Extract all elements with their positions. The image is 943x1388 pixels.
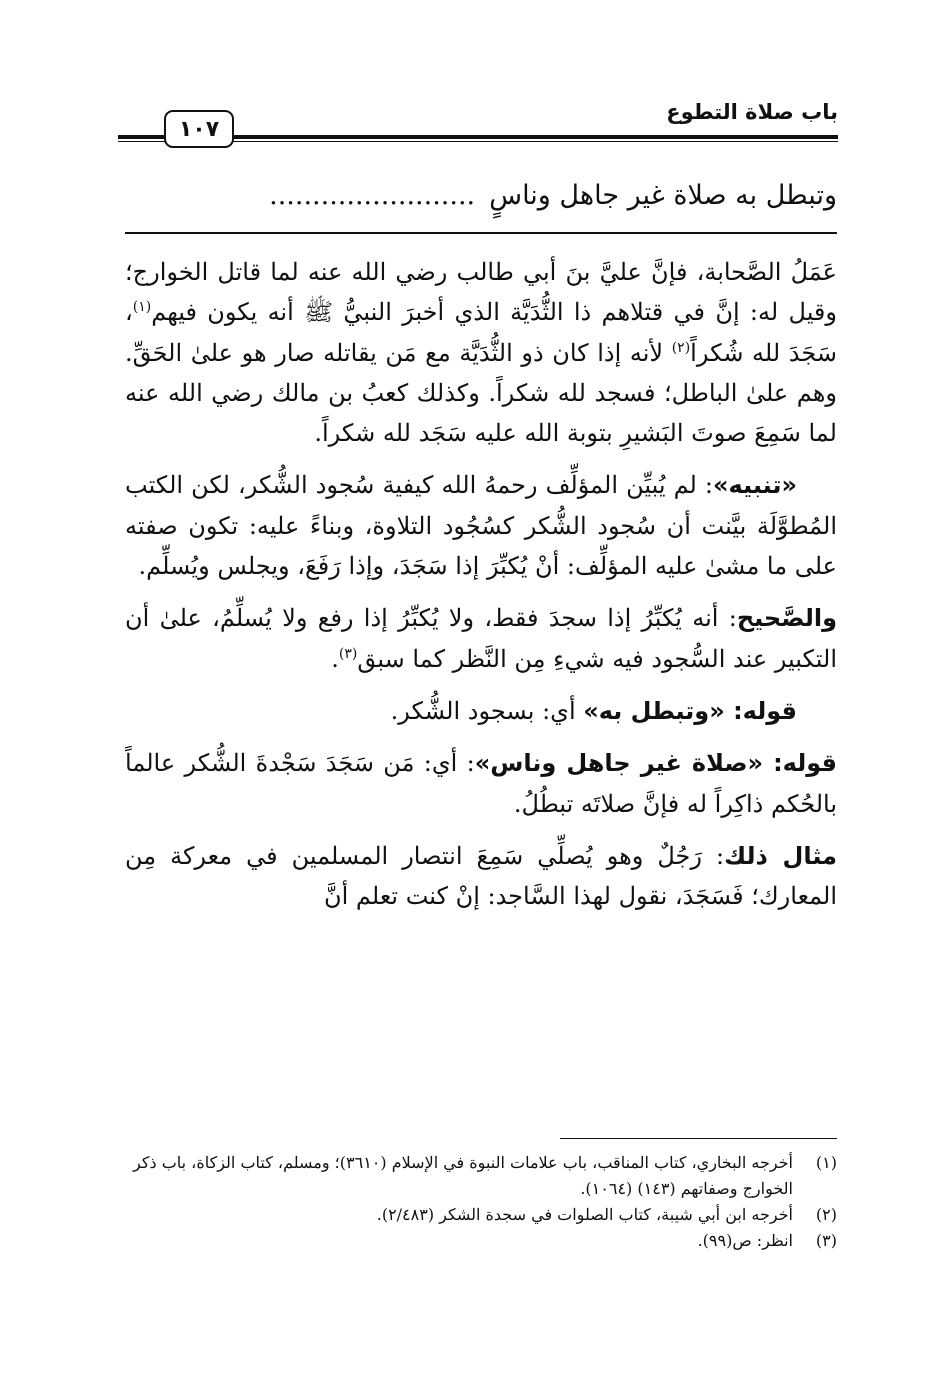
- p2-label: «تنبيه»: [713, 471, 797, 500]
- footnote-divider: [560, 1138, 837, 1139]
- footnote-2: [125, 1202, 837, 1228]
- running-header: [118, 98, 838, 158]
- page-number: ١٠٧: [164, 110, 234, 148]
- p6-label: مثال ذلك: [724, 841, 837, 870]
- p1-text-c: لأنه إذا كان ذو الثُّدَيَّة مع مَن يقاتله صار هو علىٰ الحَقِّ. وهم علىٰ الباطل؛ فسجد لله شكراً. وكذلك كعبُ بن مالك رضي الله عنه لما سَمِعَ صوتَ البَشيرِ بتوبة الله عليه سَجَد لله شكراً.: [125, 338, 837, 448]
- paragraph-2: [125, 465, 837, 586]
- footnote-number: (٢): [815, 1205, 837, 1224]
- matn-line: [107, 170, 837, 222]
- footnote-number: (١): [815, 1153, 837, 1172]
- p3-label: والصَّحيح: [736, 604, 838, 633]
- p6-text: : رَجُلٌ وهو يُصلِّي سَمِعَ انتصار المسلمين في معركة مِن المعارك؛ فَسَجَدَ، نقول لهذا السَّاجد: إنْ كنت تعلم أنَّ: [125, 841, 837, 911]
- footnotes: [125, 1150, 837, 1254]
- header-rule-left: [118, 135, 166, 142]
- footnote-3: [125, 1228, 837, 1254]
- p5-text: : أي: مَن سَجَدَ سَجْدةَ الشُّكر عالماً بالحُكم ذاكِراً له فإنَّ صلاتَه تبطُلُ.: [125, 749, 837, 818]
- chapter-title: باب صلاة التطوع: [666, 100, 838, 124]
- footnote-1: [125, 1150, 837, 1202]
- footnote-ref-1[interactable]: (١): [132, 299, 152, 316]
- matn-dots: ........................: [269, 180, 476, 211]
- p3-end: .: [331, 644, 339, 673]
- header-rule-right: [233, 135, 838, 142]
- p5-label: قوله:: [773, 749, 838, 778]
- matn-divider: [125, 232, 837, 234]
- paragraph-1: [125, 252, 837, 453]
- p4-label: قوله:: [733, 696, 797, 725]
- paragraph-6: [125, 836, 837, 917]
- footnote-ref-2[interactable]: (٢): [671, 339, 691, 356]
- p1-text-a: عَمَلُ الصَّحابة، فإنَّ عليَّ بنَ أبي طالب رضي الله عنه لما قاتل الخوارج؛ وقيل له: إنَّ في قتلاهم ذا الثُّدَيَّة الذي أخبرَ النبيُّ ﷺ أنه يكون فيهم: [125, 258, 837, 327]
- footnote-text: انظر: ص(٩٩).: [697, 1231, 793, 1250]
- p4-text: أي: بسجود الشُّكر.: [390, 696, 584, 725]
- matn-text: وتبطل به صلاة غير جاهل وناسٍ: [489, 180, 837, 211]
- p4-quote: «وتبطل به»: [583, 696, 734, 725]
- footnote-ref-3[interactable]: (٣): [338, 645, 358, 662]
- footnote-text: أخرجه ابن أبي شيبة، كتاب الصلوات في سجدة الشكر (٢/٤٨٣).: [376, 1205, 793, 1224]
- paragraph-5: [125, 743, 837, 824]
- commentary-body: [125, 252, 837, 928]
- p1-text-b: ، سَجَدَ لله شُكراً: [125, 298, 837, 367]
- footnote-text: أخرجه البخاري، كتاب المناقب، باب علامات النبوة في الإسلام (٣٦١٠)؛ ومسلم، كتاب الزكاة، باب ذكر الخوارج وصفاتهم (١٤٣) (١٠٦٤).: [133, 1153, 793, 1198]
- paragraph-3: [125, 598, 837, 679]
- paragraph-4: [125, 691, 837, 731]
- p2-text: : لم يُبيِّن المؤلِّف رحمهُ الله كيفية سُجود الشُّكر، لكن الكتب المُطوَّلَة بيَّنت أن سُجود الشُّكر كسُجُود التلاوة، وبناءً عليه: تكون صفته على ما مشىٰ عليه المؤلِّف: أنْ يُكبِّرَ إذا سَجَدَ، وإذا رَفَعَ، ويجلس ويُسلِّم.: [125, 471, 838, 581]
- p5-quote: «صلاة غير جاهل وناس»: [474, 749, 774, 778]
- footnote-number: (٣): [815, 1231, 837, 1250]
- p3-text: : أنه يُكبِّرُ إذا سجدَ فقط، ولا يُكبِّرُ إذا رفع ولا يُسلِّمُ، علىٰ أن التكبير عند السُّجود فيه شيءِ مِن النَّظر كما سبق: [125, 604, 837, 673]
